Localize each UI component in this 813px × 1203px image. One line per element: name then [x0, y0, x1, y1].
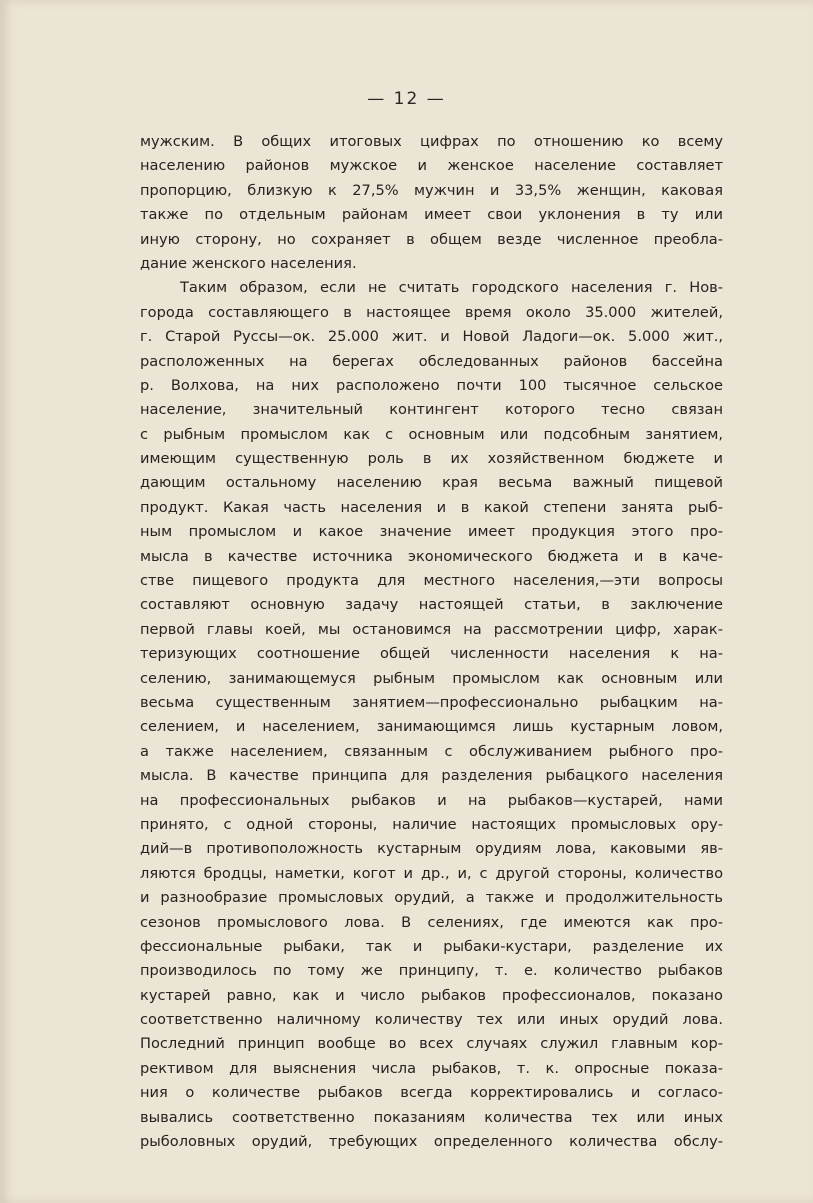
body-text	[140, 130, 723, 1154]
text-line: стве пищевого продукта для местного населения,—эти вопросы	[140, 572, 723, 590]
text-line: кустарей равно, как и число рыбаков профессионалов, показано	[140, 986, 723, 1004]
text-line: вывались соответственно показаниям количества тех или иных	[140, 1108, 723, 1126]
text-line: селению, занимающемуся рыбным промыслом как основным или	[140, 669, 723, 687]
text-line: р. Волхова, на них расположено почти 100 тысячное сельское	[140, 376, 723, 394]
text-line: производилось по тому же принципу, т. е. количество рыбаков	[140, 962, 723, 980]
text-line: ным промыслом и какое значение имеет продукция этого про-	[140, 523, 723, 541]
text-line: весьма существенным занятием—профессионально рыбацким на-	[140, 693, 723, 711]
text-line: мысла в качестве источника экономического бюджета и в каче-	[140, 547, 723, 565]
text-line: дающим остальному населению края весьма важный пищевой	[140, 474, 723, 492]
text-line: города составляющего в настоящее время около 35.000 жителей,	[140, 303, 723, 321]
text-line: ляются бродцы, наметки, когот и др., и, с другой стороны, количество	[140, 864, 723, 882]
text-line: мужским. В общих итоговых цифрах по отношению ко всему	[140, 133, 723, 150]
text-line: составляют основную задачу настоящей статьи, в заключение	[140, 596, 723, 614]
text-line: населению районов мужское и женское население составляет	[140, 157, 723, 175]
text-line: г. Старой Руссы—ок. 25.000 жит. и Новой Ладоги—ок. 5.000 жит.,	[140, 328, 723, 346]
text-line: первой главы коей, мы остановимся на рассмотрении цифр, харак-	[140, 620, 723, 638]
text-line: на профессиональных рыбаков и на рыбаков—кустарей, нами	[140, 791, 723, 809]
text-line: теризующих соотношение общей численности населения к на-	[140, 645, 723, 663]
text-line: также по отдельным районам имеет свои уклонения в ту или	[140, 206, 723, 224]
text-line: пропорцию, близкую к 27,5% мужчин и 33,5% женщин, каковая	[140, 181, 723, 199]
text-line: селением, и населением, занимающимся лишь кустарным ловом,	[140, 718, 723, 736]
page-number: — 12 —	[367, 89, 446, 109]
text-line: фессиональные рыбаки, так и рыбаки-кустари, разделение их	[140, 937, 723, 955]
text-line: рыболовных орудий, требующих определенного количества обслу-	[140, 1133, 723, 1151]
text-line: мысла. В качестве принципа для разделения рыбацкого населения	[140, 767, 723, 785]
text-line: расположенных на берегах обследованных районов бассейна	[140, 352, 723, 370]
text-line: население, значительный контингент которого тесно связан	[140, 401, 723, 419]
text-line: дий—в противоположность кустарным орудиям лова, каковыми яв-	[140, 840, 723, 858]
paragraph-start-line: Таким образом, если не считать городского населения г. Нов-	[180, 279, 723, 297]
text-line: и разнообразие промысловых орудий, а также и продолжительность	[140, 889, 723, 907]
text-line: ния о количестве рыбаков всегда корректировались и согласо-	[140, 1084, 723, 1102]
text-line: иную сторону, но сохраняет в общем везде численное преобла-	[140, 230, 723, 248]
text-line: принято, с одной стороны, наличие настоящих промысловых ору-	[140, 815, 723, 833]
text-line: продукт. Какая часть населения и в какой степени занята рыб-	[140, 498, 723, 516]
text-line: сезонов промыслового лова. В селениях, где имеются как про-	[140, 913, 723, 931]
text-line: с рыбным промыслом как с основным или подсобным занятием,	[140, 425, 723, 443]
text-line: дание женского населения.	[140, 254, 357, 272]
text-line: имеющим существенную роль в их хозяйственном бюджете и	[140, 450, 723, 468]
text-line: соответственно наличному количеству тех или иных орудий лова.	[140, 1011, 723, 1029]
text-line: Последний принцип вообще во всех случаях служил главным кор-	[140, 1035, 723, 1053]
text-line: рективом для выяснения числа рыбаков, т. к. опросные показа-	[140, 1059, 723, 1077]
text-line: а также населением, связанным с обслуживанием рыбного про-	[140, 742, 723, 760]
